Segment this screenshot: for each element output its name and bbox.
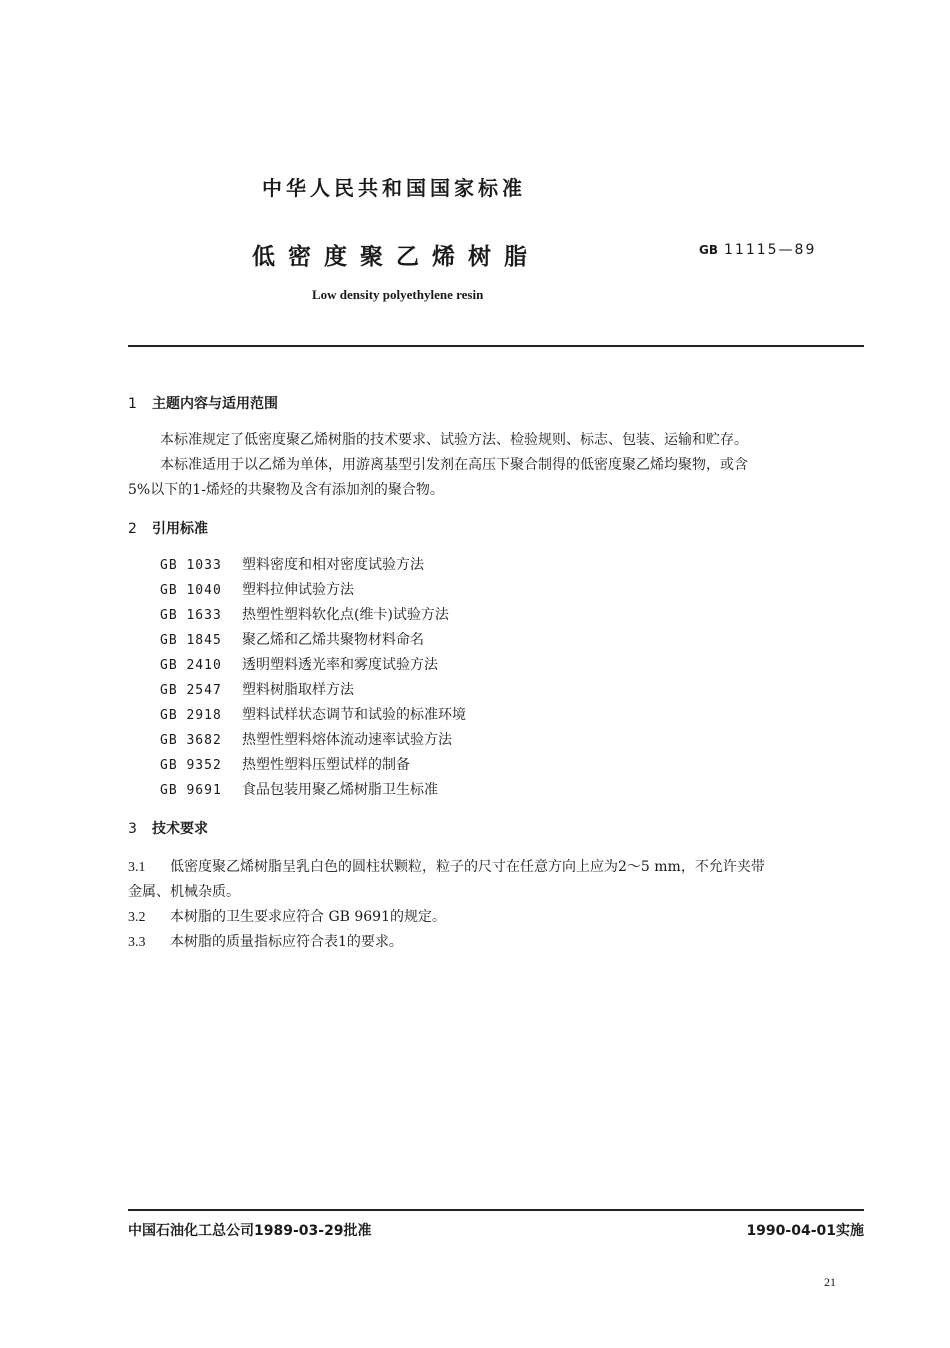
clause-3-1-continued: 金属、机械杂质。 — [128, 884, 240, 900]
reference-item — [160, 704, 466, 724]
reference-item — [160, 754, 410, 774]
standard-code-number: 11115—89 — [724, 242, 817, 258]
reference-title: 塑料拉伸试验方法 — [242, 582, 354, 598]
reference-code: GB 1033 — [160, 558, 222, 573]
reference-title: 热塑性塑料软化点(维卡)试验方法 — [242, 607, 449, 623]
standard-code-prefix: GB — [699, 243, 718, 257]
reference-code: GB 1633 — [160, 608, 222, 623]
section-1-heading — [128, 393, 278, 413]
header-divider — [128, 345, 864, 347]
reference-code: GB 3682 — [160, 733, 222, 748]
reference-item — [160, 779, 438, 799]
reference-code: GB 2547 — [160, 683, 222, 698]
clause-number: 3.1 — [128, 860, 146, 875]
section-number: 3 — [128, 821, 137, 837]
reference-code: GB 1845 — [160, 633, 222, 648]
reference-code: GB 2410 — [160, 658, 222, 673]
approval-line: 中国石油化工总公司1989-03-29批准 — [128, 1223, 372, 1239]
reference-item — [160, 679, 354, 699]
reference-title: 食品包装用聚乙烯树脂卫生标准 — [242, 782, 438, 798]
clause-text: 本树脂的卫生要求应符合 GB 9691的规定。 — [170, 909, 447, 925]
section-number: 2 — [128, 521, 137, 537]
reference-title: 塑料密度和相对密度试验方法 — [242, 557, 424, 573]
reference-item — [160, 554, 424, 574]
reference-code: GB 1040 — [160, 583, 222, 598]
section-title: 技术要求 — [152, 821, 208, 837]
effective-date: 1990-04-01实施 — [746, 1223, 864, 1239]
reference-title: 热塑性塑料压塑试样的制备 — [242, 757, 410, 773]
reference-title: 塑料树脂取样方法 — [242, 682, 354, 698]
section-1-paragraph-2-line-2: 5%以下的1-烯烃的共聚物及含有添加剂的聚合物。 — [128, 482, 444, 498]
document-title: 低密度聚乙烯树脂 — [252, 244, 540, 270]
clause-text: 低密度聚乙烯树脂呈乳白色的圆柱状颗粒，粒子的尺寸在任意方向上应为2～5 mm，不允许夹带 — [170, 859, 765, 875]
clause-number: 3.2 — [128, 910, 146, 925]
standard-title: 中华人民共和国国家标准 — [262, 176, 526, 200]
reference-title: 聚乙烯和乙烯共聚物材料命名 — [242, 632, 424, 648]
section-title: 主题内容与适用范围 — [152, 396, 278, 412]
footer-divider — [128, 1209, 864, 1211]
section-1-paragraph-1: 本标准规定了低密度聚乙烯树脂的技术要求、试验方法、检验规则、标志、包装、运输和贮存。 — [160, 432, 748, 448]
reference-code: GB 2918 — [160, 708, 222, 723]
clause-text: 本树脂的质量指标应符合表1的要求。 — [170, 934, 403, 950]
section-1-paragraph-2-line-1: 本标准适用于以乙烯为单体，用游离基型引发剂在高压下聚合制得的低密度聚乙烯均聚物，或含 — [160, 457, 748, 473]
page-number: 21 — [824, 1275, 836, 1289]
reference-title: 透明塑料透光率和雾度试验方法 — [242, 657, 438, 673]
reference-item — [160, 729, 452, 749]
clause-3-1 — [128, 856, 765, 876]
section-title: 引用标准 — [152, 521, 208, 537]
reference-code: GB 9352 — [160, 758, 222, 773]
reference-code: GB 9691 — [160, 783, 222, 798]
reference-item — [160, 579, 354, 599]
clause-3-2 — [128, 906, 446, 926]
section-2-heading — [128, 518, 208, 538]
reference-item — [160, 604, 449, 624]
section-number: 1 — [128, 396, 137, 412]
clause-3-3 — [128, 931, 403, 951]
reference-title: 热塑性塑料熔体流动速率试验方法 — [242, 732, 452, 748]
clause-number: 3.3 — [128, 935, 146, 950]
reference-title: 塑料试样状态调节和试验的标准环境 — [242, 707, 466, 723]
section-3-heading — [128, 818, 208, 838]
standard-code — [699, 242, 816, 258]
reference-item — [160, 629, 424, 649]
english-title: Low density polyethylene resin — [312, 287, 484, 302]
reference-item — [160, 654, 438, 674]
